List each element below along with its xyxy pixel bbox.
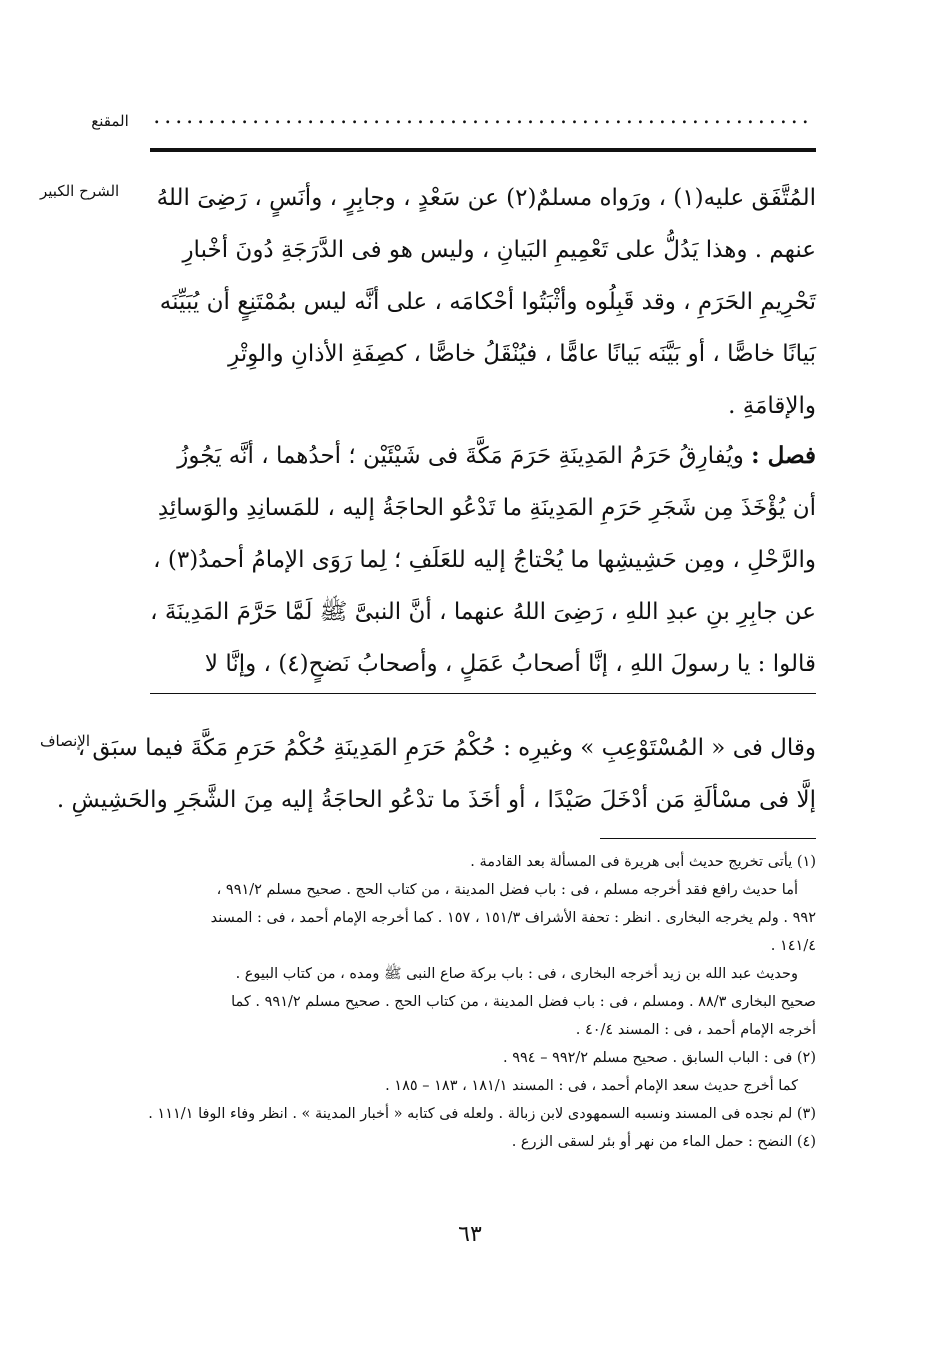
footnote-rule	[600, 838, 816, 839]
fasl-heading: فصل :	[751, 442, 816, 469]
text-line: عنهم . وهذا يَدُلُّ على تَعْمِيمِ البَيانِ ، وليس هو فى الدَّرَجَةِ دُونَ أخْبارِ	[182, 237, 816, 263]
footnote-line: أخرجه الإمام أحمد ، فى : المسند ٤٠/٤ .	[575, 1022, 816, 1038]
footnote-line: ١٤١/٤ .	[770, 938, 816, 954]
footnote-line: وحديث عبد الله بن زيد أخرجه البخارى ، فى : باب بركة صاع النبى ﷺ ومده ، من كتاب البيوع .	[235, 966, 798, 982]
text-line: والإقامَةِ .	[728, 393, 816, 419]
leader-dots: ............................................................	[153, 104, 813, 129]
footnote-line: ٩٩٢ . ولم يخرجه البخارى . انظر : تحفة الأشراف ١٥١/٣ ، ١٥٧ . كما أخرجه الإمام أحمد ، فى : المسند	[210, 910, 816, 926]
text-line: قالوا : يا رسولَ اللهِ ، إنَّا أصحابُ عَمَلٍ ، وأصحابُ نَضحٍ(٤) ، وإنَّا لا	[204, 651, 816, 677]
text-line: تَحْرِيمِ الحَرَمِ ، وقد قَبِلُوه وأثْبَتُوا أحْكامَه ، على أنَّه ليس بمُمْتَنِعٍ أن يُبَيِّنَه	[159, 289, 816, 315]
fasl-text	[150, 430, 816, 690]
fasl-first-line	[150, 430, 816, 482]
footnotes	[150, 848, 816, 1156]
sharh-text	[150, 172, 816, 432]
footnote-line: صحيح البخارى ٨٨/٣ . ومسلم ، فى : باب فضل المدينة ، من كتاب الحج . صحيح مسلم ٩٩١/٢ . كما	[231, 994, 816, 1010]
footnote-line: (٢) فى : الباب السابق . صحيح مسلم ٩٩٢/٢ – ٩٩٤ .	[503, 1050, 816, 1066]
text-line: إلَّا فى مسْألَةِ مَن أدْخَلَ صَيْدًا ، أو أخَذَ ما تدْعُو الحاجَةُ إليه مِنَ الشَّجَرِ والحَشِيشِ .	[56, 787, 816, 813]
text-line: بَيانًا خاصًّا ، أو بَيَّنَه بَيانًا عامًّا ، فيُنْقَلُ خاصًّا ، كصِفَةِ الأذانِ والوِتْرِ	[228, 341, 816, 367]
section-divider	[150, 693, 816, 694]
running-title: المقنع	[91, 112, 129, 130]
sharh-section-label: الشرح الكبير	[40, 182, 120, 200]
text-line: والرَّحْلِ ، ومِن حَشِيشِها ما يُحْتاجُ إليه للعَلَفِ ؛ لِما رَوَى الإمامُ أحمدُ(٣) ،	[153, 547, 816, 573]
fasl-line-text: ويُفارِقُ حَرَمُ المَدِينَةِ حَرَمَ مَكَّةَ فى شَيْئَيْن ؛ أحدُهما ، أنَّه يَجُوزُ	[177, 443, 752, 469]
footnote-line: كما أخرج حديث سعد الإمام أحمد ، فى : المسند ١٨١/١ ، ١٨٣ – ١٨٥ .	[385, 1078, 798, 1094]
text-line: المُتَّفَق عليه(١) ، ورَواه مسلمٌ(٢) عن سَعْدٍ ، وجابِرٍ ، وأنَسٍ ، رَضِىَ اللهُ	[156, 185, 816, 211]
text-line: أن يُؤْخَذَ مِن شَجَرِ حَرَمِ المَدِينَةِ ما تَدْعُو الحاجَةُ إليه ، للمَسانِدِ والوَسائِدِ	[157, 495, 816, 521]
text-line: وقال فى « المُسْتَوْعِبِ » وغيرِه : حُكْمُ حَرَمِ المَدِينَةِ حُكْمُ حَرَمِ مَكَّةَ فيما سبَق ،	[77, 735, 816, 761]
insaf-section-label: الإنصاف	[40, 732, 91, 750]
footnote-line: (١) يأتى تخريج حديث أبى هريرة فى المسألة بعد القادمة .	[470, 854, 816, 870]
footnote-line: (٤) النضح : حمل الماء من نهر أو بئر لسقى الزرع .	[511, 1134, 816, 1150]
footnote-line: أما حديث رافع فقد أخرجه مسلم ، فى : باب فضل المدينة ، من كتاب الحج . صحيح مسلم ٩٩١/٢ ،	[216, 882, 798, 898]
footnote-line: (٣) لم نجده فى المسند ونسبه السمهودى لابن زبالة . ولعله فى كتابه « أخبار المدينة » . انظر وفاء الوفا ١١١/١ .	[148, 1106, 816, 1122]
page-number: ٦٣	[458, 1222, 482, 1247]
header-rule	[150, 148, 816, 152]
text-line: عن جابِرِ بنِ عبدِ اللهِ ، رَضِىَ اللهُ عنهما ، أنَّ النبىَّ ﷺ لَمَّا حَرَّمَ المَدِينَةَ ،	[150, 599, 816, 625]
